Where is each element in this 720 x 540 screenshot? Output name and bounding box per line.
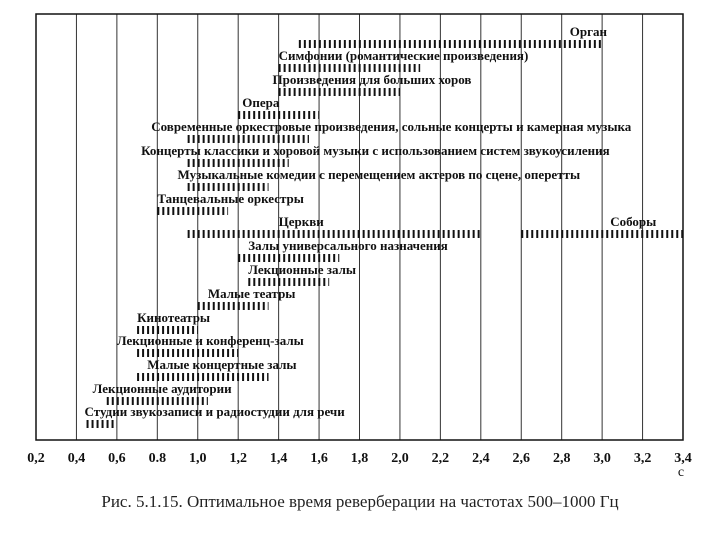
category-label: Малые театры [207,286,296,301]
x-tick-label: 1,0 [189,451,207,466]
category-label: Малые концертные залы [147,357,297,372]
x-tick-label: 1,2 [229,451,247,466]
x-tick-label: 1,8 [350,451,369,466]
category-label: Лекционные аудитории [92,381,232,396]
x-tick-label: 0,6 [108,451,126,466]
x-tick-label: 2,2 [431,451,450,466]
x-tick-label: 1,6 [310,451,328,466]
category-labels [85,24,657,419]
x-tick-label: 2,4 [472,451,490,466]
category-label: Произведения для больших хоров [272,72,472,87]
x-tick-label: 1,4 [269,451,288,466]
category-label: Лекционные и конференц-залы [116,333,304,348]
x-tick-label: 0,2 [27,451,45,466]
category-label: Лекционные залы [248,262,357,277]
category-label: Залы универсального назначения [248,238,448,253]
x-tick-label: 3,2 [633,451,652,466]
category-label: Церкви [278,214,324,229]
x-tick-label: 2,6 [512,451,530,466]
x-axis-unit-label: с [677,465,685,480]
category-label: Симфонии (романтические произведения) [278,48,529,63]
category-label: Музыкальные комедии с перемещением актеров по сцене, оперетты [177,167,581,182]
x-tick-label: 0,4 [67,451,86,466]
x-tick-label: 0.8 [148,451,167,466]
x-tick-label: 3,4 [674,451,692,466]
x-tick-label: 3,0 [593,451,611,466]
category-label: Концерты классики и хоровой музыки с использованием систем звукоусиления [141,143,610,158]
category-label: Орган [569,24,608,39]
category-label: Танцевальные оркестры [157,191,304,206]
category-label: Опера [242,95,280,110]
x-tick-label: 2,8 [552,451,571,466]
category-label: Современные оркестровые произведения, сольные концерты и камерная музыка [151,119,632,134]
category-label: Студии звукозаписи и радиостудии для речи [84,404,345,419]
x-tick-labels [27,451,692,466]
category-label: Соборы [610,214,657,229]
figure-caption: Рис. 5.1.15. Оптимальное время реверберации на частотах 500–1000 Гц [101,492,619,511]
x-tick-label: 2,0 [391,451,409,466]
category-label: Кинотеатры [137,310,211,325]
